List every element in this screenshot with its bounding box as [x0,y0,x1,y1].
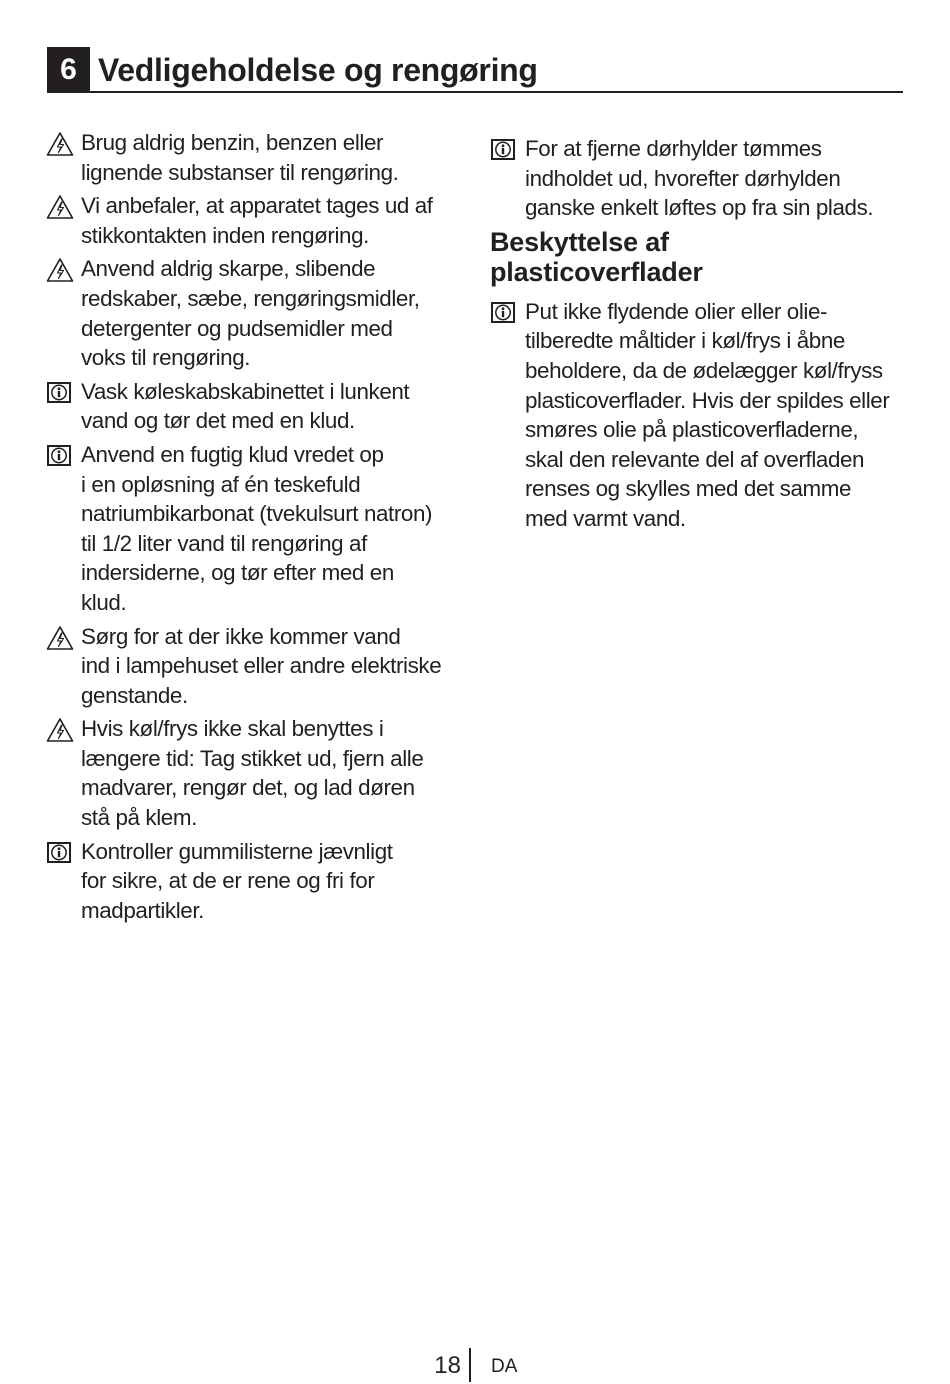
list-item [46,254,461,372]
section-header [47,47,903,93]
item-text: For at fjerne dørhylder tømmes indholdet ud, hvorefter dørhylden ganske enkelt løftes op fra sin plads. [525,136,874,221]
list-item [46,377,461,436]
list-item [46,440,461,618]
list-item [46,191,461,250]
list-item [46,622,461,711]
item-text: Sørg for at der ikke kommer vand ind i lampehuset eller andre elektriske genstande. [81,623,442,708]
language-code: DA [491,1356,518,1377]
item-text: Anvend aldrig skarpe, slibende redskaber, sæbe, rengøringsmidler, detergenter og pudsemidler med voks til rengøring. [81,256,420,371]
footer-divider [469,1348,471,1382]
info-icon [490,137,518,163]
list-item [46,837,461,926]
item-text: Hvis køl/frys ikke skal benyttes i længere tid: Tag stikket ud, fjern alle madvarer, rengør det, og lad døren stå på klem. [81,716,424,831]
item-text: Vask køleskabskabinettet i lunkent vand og tør det med en klud. [81,378,410,434]
page-footer [0,1348,950,1384]
list-item [490,297,910,534]
warning-icon [46,625,74,651]
list-item [46,714,461,832]
warning-icon [46,194,74,220]
page-number: 18 [434,1352,461,1379]
info-icon [46,443,74,469]
warning-icon [46,717,74,743]
right-column [490,134,910,538]
info-icon [46,840,74,866]
warning-icon [46,131,74,157]
item-text: Put ikke flydende olier eller olie- tilberedte måltider i køl/frys i åbne beholdere, da de ødelægger køl/fryss plasticoverflader. Hvis der spildes eller smøres olie på plasticoverfladerne, skal den relevante del af overfladen renses og skylles med det samme med varmt vand. [525,298,890,531]
section-title: Vedligeholdelse og rengøring [98,52,538,88]
info-icon [490,300,518,326]
item-text: Vi anbefaler, at apparatet tages ud af stikkontakten inden rengøring. [81,193,433,248]
section-number: 6 [47,47,90,91]
warning-icon [46,257,74,283]
left-column [46,128,461,929]
list-item [46,128,461,187]
item-text: Anvend en fugtig klud vredet op i en opløsning af én teskefuld natriumbikarbonat (tvekulsurt natron) til 1/2 liter vand til rengøring af indersiderne, og tør efter med en klud. [81,441,433,615]
subheading: Beskyttelse af plasticoverflader [490,226,703,287]
item-text: Kontroller gummilisterne jævnligt for sikre, at de er rene og fri for madpartikler. [81,838,393,923]
list-item [490,134,910,223]
info-icon [46,380,74,406]
item-text: Brug aldrig benzin, benzen eller lignende substanser til rengøring. [81,130,399,185]
